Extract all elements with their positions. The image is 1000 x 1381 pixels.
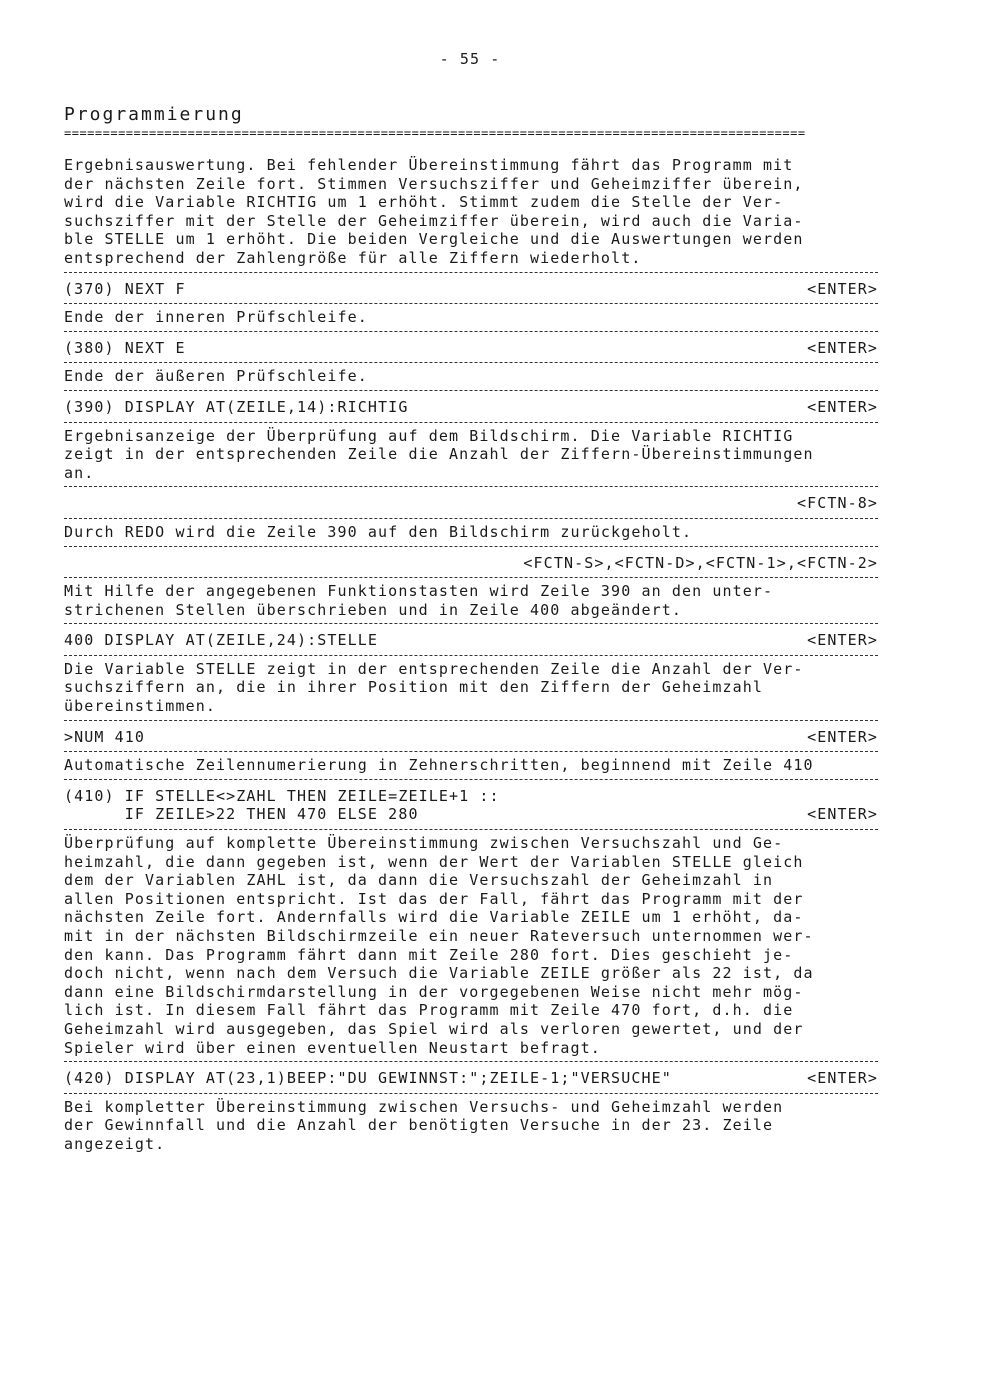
command-line <box>64 1066 878 1089</box>
dashed-separator <box>64 577 878 578</box>
paragraph-line: den kann. Das Programm fährt dann mit Zeile 280 fort. Dies geschieht je- <box>64 945 794 964</box>
dashed-separator <box>64 331 878 332</box>
paragraph <box>64 523 878 542</box>
key-sequence: <ENTER> <box>807 397 878 416</box>
command-code: (370) NEXT F <box>64 279 186 298</box>
paragraph-line: entsprechend der Zahlengröße für alle Ziffern wiederholt. <box>64 248 642 267</box>
paragraph <box>64 1098 878 1154</box>
page-number: - 55 - <box>439 50 501 68</box>
command-line <box>64 491 878 514</box>
paragraph-line: Ergebnisauswertung. Bei fehlender Übereinstimmung fährt das Programm mit <box>64 156 794 174</box>
command-line <box>64 336 878 359</box>
paragraph-line: lich ist. In diesem Fall fährt das Programm mit Zeile 470 fort, d.h. die <box>64 1001 794 1020</box>
paragraph <box>64 834 878 1057</box>
dashed-separator <box>64 829 878 830</box>
paragraph-line: Spieler wird über einen eventuellen Neustart befragt. <box>64 1038 601 1057</box>
dashed-separator <box>64 362 878 363</box>
dashed-separator <box>64 272 878 273</box>
paragraph-line: heimzahl, die dann gegeben ist, wenn der Wert der Variablen STELLE gleich <box>64 852 804 871</box>
command-code: 400 DISPLAY AT(ZEILE,24):STELLE <box>64 631 379 650</box>
command-line <box>64 551 878 574</box>
paragraph-line: nächsten Zeile fort. Andernfalls wird die Variable ZEILE um 1 erhöht, da- <box>64 908 804 927</box>
key-sequence: <FCTN-8> <box>796 494 878 513</box>
dashed-separator <box>64 303 878 304</box>
paragraph <box>64 156 878 268</box>
key-sequence: <ENTER> <box>807 631 878 650</box>
paragraph <box>64 367 878 386</box>
dashed-separator <box>64 779 878 780</box>
key-sequence: <ENTER> <box>807 338 878 357</box>
key-sequence: <ENTER> <box>807 727 878 746</box>
paragraph-line: Ende der inneren Prüfschleife. <box>64 308 368 327</box>
paragraph <box>64 582 878 619</box>
command-code: (390) DISPLAY AT(ZEILE,14):RICHTIG <box>64 397 409 416</box>
dashed-separator <box>64 422 878 423</box>
paragraph-line: Automatische Zeilennumerierung in Zehnerschritten, beginnend mit Zeile 410 <box>64 756 814 775</box>
paragraph-line: dem der Variablen ZAHL ist, da dann die Versuchszahl der Geheimzahl in <box>64 871 774 890</box>
paragraph-line: dann eine Bildschirmdarstellung in der vorgegebenen Weise nicht mehr mög- <box>64 982 804 1001</box>
heading-rule: ================================================================================================ <box>64 126 806 140</box>
paragraph-line: der nächsten Zeile fort. Stimmen Versuchsziffer und Geheimziffer überein, <box>64 174 804 193</box>
paragraph <box>64 756 878 775</box>
dashed-separator <box>64 1093 878 1094</box>
section-heading: Programmierung <box>64 104 244 125</box>
dashed-separator <box>64 623 878 624</box>
command-line <box>64 277 878 300</box>
dashed-separator <box>64 1061 878 1062</box>
dashed-separator <box>64 518 878 519</box>
dashed-separator <box>64 390 878 391</box>
command-line <box>64 784 878 825</box>
paragraph <box>64 308 878 327</box>
key-sequence: <ENTER> <box>807 279 878 298</box>
paragraph-line: Ende der äußeren Prüfschleife. <box>64 367 368 386</box>
command-line <box>64 725 878 748</box>
command-line <box>64 628 878 651</box>
paragraph-line: an. <box>64 463 95 482</box>
paragraph <box>64 660 878 716</box>
paragraph-line: übereinstimmen. <box>64 697 216 716</box>
paragraph-line: angezeigt. <box>64 1134 166 1153</box>
key-sequence: <ENTER> <box>807 1069 878 1088</box>
paragraph-line: suchsziffern an, die in ihrer Position mit den Ziffern der Geheimzahl <box>64 678 764 697</box>
command-code: >NUM 410 <box>64 727 146 746</box>
paragraph-line: Durch REDO wird die Zeile 390 auf den Bildschirm zurückgeholt. <box>64 522 693 541</box>
command-code: (380) NEXT E <box>64 338 186 357</box>
key-sequence: <ENTER> <box>807 805 878 824</box>
paragraph-line: Geheimzahl wird ausgegeben, das Spiel wird als verloren gewertet, und der <box>64 1019 804 1038</box>
command-line <box>64 395 878 418</box>
paragraph-line: Die Variable STELLE zeigt in der entsprechenden Zeile die Anzahl der Ver- <box>64 659 804 678</box>
paragraph-line: doch nicht, wenn nach dem Versuch die Variable ZEILE größer als 22 ist, da <box>64 964 814 983</box>
dashed-separator <box>64 655 878 656</box>
paragraph-line: zeigt in der entsprechenden Zeile die Anzahl der Ziffern-Übereinstimmungen <box>64 445 814 464</box>
paragraph-line: Bei kompletter Übereinstimmung zwischen Versuchs- und Geheimzahl werden <box>64 1097 784 1116</box>
command-code: (410) IF STELLE<>ZAHL THEN ZEILE=ZEILE+1 :: IF ZEILE>22 THEN 470 ELSE 280 <box>64 786 500 824</box>
key-sequence: <FCTN-S>,<FCTN-D>,<FCTN-1>,<FCTN-2> <box>523 553 878 572</box>
dashed-separator <box>64 486 878 487</box>
paragraph-line: wird die Variable RICHTIG um 1 erhöht. Stimmt zudem die Stelle der Ver- <box>64 193 784 212</box>
paragraph-line: Überprüfung auf komplette Übereinstimmung zwischen Versuchszahl und Ge- <box>64 834 784 853</box>
paragraph-line: Ergebnisanzeige der Überprüfung auf dem Bildschirm. Die Variable RICHTIG <box>64 426 794 445</box>
paragraph-line: Mit Hilfe der angegebenen Funktionstasten wird Zeile 390 an den unter- <box>64 582 774 601</box>
paragraph-line: der Gewinnfall und die Anzahl der benötigten Versuche in der 23. Zeile <box>64 1116 774 1135</box>
dashed-separator <box>64 720 878 721</box>
paragraph-line: suchsziffer mit der Stelle der Geheimziffer überein, wird auch die Varia- <box>64 211 804 230</box>
paragraph-line: allen Positionen entspricht. Ist das der Fall, fährt das Programm mit der <box>64 889 804 908</box>
dashed-separator <box>64 546 878 547</box>
paragraph-line: strichenen Stellen überschrieben und in Zeile 400 abgeändert. <box>64 600 682 619</box>
paragraph <box>64 427 878 483</box>
command-code: (420) DISPLAY AT(23,1)BEEP:"DU GEWINNST:";ZEILE-1;"VERSUCHE" <box>64 1069 672 1088</box>
paragraph-line: ble STELLE um 1 erhöht. Die beiden Vergleiche und die Auswertungen werden <box>64 230 804 249</box>
page-content <box>64 152 878 1158</box>
dashed-separator <box>64 751 878 752</box>
paragraph-line: mit in der nächsten Bildschirmzeile ein neuer Rateversuch unternommen wer- <box>64 927 814 945</box>
